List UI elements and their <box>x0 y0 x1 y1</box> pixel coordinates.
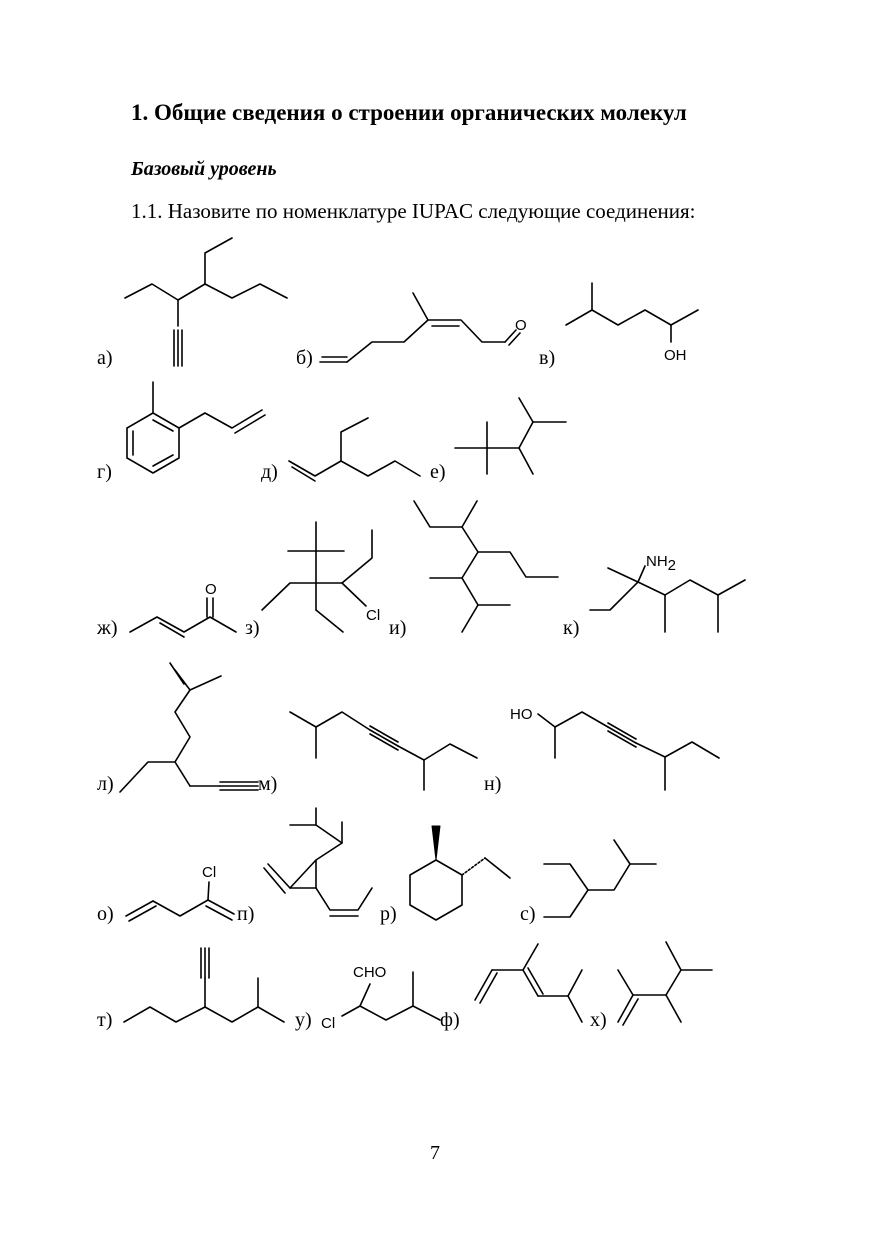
structure-k <box>563 553 745 639</box>
label-n: н) <box>484 773 502 795</box>
structure-l <box>97 663 277 795</box>
structure-i <box>389 501 558 639</box>
aldehyde-group: CHO <box>353 964 387 981</box>
level-subheading: Базовый уровень <box>131 158 277 180</box>
chlorine-atom-u: Cl <box>321 1015 336 1032</box>
label-o: о) <box>97 903 114 925</box>
label-t: т) <box>97 1009 113 1031</box>
label-v: в) <box>539 347 556 369</box>
structure-n <box>484 706 719 795</box>
structure-p <box>264 808 372 916</box>
label-h: х) <box>590 1009 607 1031</box>
chlorine-atom-o: Cl <box>202 864 217 881</box>
structure-s <box>520 840 656 925</box>
amine-atom: NH2 <box>646 553 677 574</box>
structure-zh <box>96 581 236 639</box>
structure-d <box>261 418 420 483</box>
structure-v <box>539 283 698 369</box>
label-g: г) <box>97 461 112 483</box>
label-l: л) <box>97 773 114 795</box>
structure-z <box>245 522 380 639</box>
label-m: м) <box>258 773 278 795</box>
label-b: б) <box>296 347 313 369</box>
structure-t <box>97 948 284 1031</box>
page-number: 7 <box>430 1142 440 1164</box>
structure-f <box>475 944 582 1022</box>
label-u: у) <box>295 1009 312 1031</box>
label-f: ф) <box>440 1009 460 1031</box>
hydroxyl-atom-n: HO <box>510 706 533 723</box>
hydroxyl-atom: OH <box>664 347 687 364</box>
task-text: 1.1. Назовите по номенклатуре IUPAC следующие соединения: <box>131 199 696 223</box>
label-a: а) <box>97 347 113 369</box>
label-z: з) <box>245 617 260 639</box>
structure-g <box>97 382 265 483</box>
label-p: п) <box>237 903 255 925</box>
section-heading: 1. Общие сведения о строении органических молекул <box>131 100 687 125</box>
label-d: д) <box>261 461 278 483</box>
label-e: е) <box>430 461 446 483</box>
structure-o <box>97 864 254 925</box>
structure-m <box>290 712 477 790</box>
structure-u <box>295 964 460 1032</box>
label-r: р) <box>380 903 397 925</box>
oxygen-atom: O <box>515 317 527 334</box>
structure-r <box>380 826 510 925</box>
ketone-oxygen: O <box>205 581 217 598</box>
label-i: и) <box>389 617 407 639</box>
structure-e <box>430 398 566 483</box>
label-k: к) <box>563 617 580 639</box>
chlorine-atom: Cl <box>366 607 381 624</box>
structure-b <box>296 293 527 369</box>
structure-a <box>97 238 287 369</box>
label-zh: ж) <box>97 617 118 639</box>
structure-h <box>590 942 712 1031</box>
label-s: с) <box>520 903 536 925</box>
